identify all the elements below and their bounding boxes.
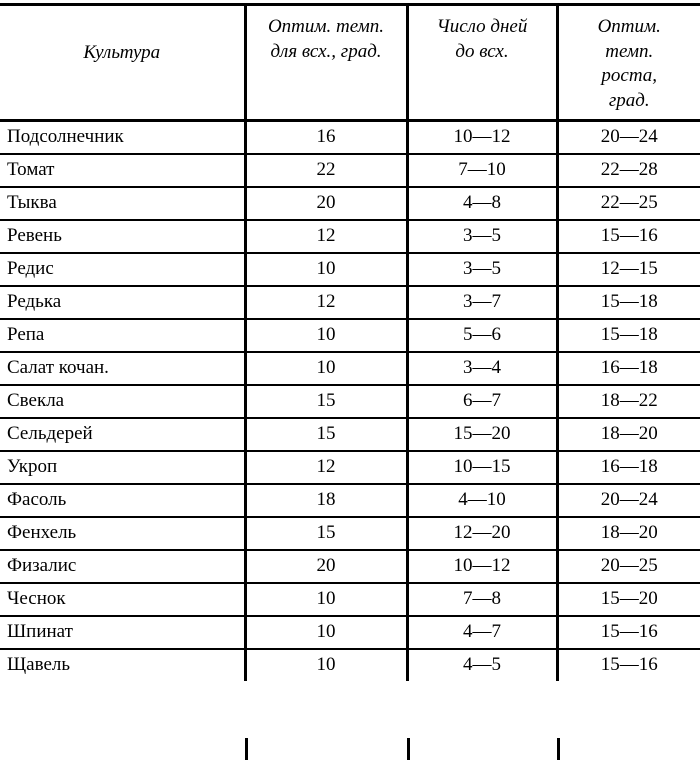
cell-growth-temp: 15—16: [557, 649, 700, 681]
cell-days: 6—7: [407, 385, 557, 418]
column-header-days-line-1: Число дней: [436, 16, 528, 37]
table-row: [0, 220, 700, 253]
cell-days: 7—10: [407, 154, 557, 187]
cell-germ-temp: 20: [245, 550, 407, 583]
column-header-days-to-germination: [407, 6, 557, 120]
cell-germ-temp: 12: [245, 286, 407, 319]
table-row: [0, 451, 700, 484]
cell-germ-temp: 18: [245, 484, 407, 517]
cell-growth-temp: 12—15: [557, 253, 700, 286]
cell-culture: Фенхель: [0, 517, 245, 550]
cell-growth-temp: 15—16: [557, 220, 700, 253]
cell-growth-temp: 22—28: [557, 154, 700, 187]
cell-days: 5—6: [407, 319, 557, 352]
cell-days: 10—12: [407, 550, 557, 583]
table-header: [0, 6, 700, 120]
cell-days: 3—4: [407, 352, 557, 385]
cell-growth-temp: 15—18: [557, 286, 700, 319]
table-row: [0, 154, 700, 187]
table-row: [0, 385, 700, 418]
column-header-growth-temp: [557, 6, 700, 120]
table-row: [0, 286, 700, 319]
cell-growth-temp: 18—20: [557, 418, 700, 451]
cell-culture: Редька: [0, 286, 245, 319]
cell-culture: Физалис: [0, 550, 245, 583]
cell-germ-temp: 12: [245, 220, 407, 253]
column-header-growth-temp-line-2: темп.: [605, 40, 654, 62]
cell-growth-temp: 22—25: [557, 187, 700, 220]
crop-conditions-table: [0, 6, 700, 681]
cell-growth-temp: 15—20: [557, 583, 700, 616]
cell-culture: Сельдерей: [0, 418, 245, 451]
cell-culture: Ревень: [0, 220, 245, 253]
cell-germ-temp: 20: [245, 187, 407, 220]
table-row: [0, 319, 700, 352]
cell-culture: Щавель: [7, 653, 71, 675]
cell-culture: Репа: [0, 319, 245, 352]
cell-germ-temp: 16: [245, 120, 407, 154]
table-row: [0, 187, 700, 220]
table-row: [0, 120, 700, 154]
cell-growth-temp: 18—22: [557, 385, 700, 418]
table-row: [0, 484, 700, 517]
column-header-growth-temp-line-4: град.: [608, 90, 650, 112]
column-header-germination-temp: [245, 6, 407, 120]
column-header-germination-temp-line-1: Оптим. темп.: [267, 16, 385, 37]
cell-days: 4—7: [407, 616, 557, 649]
column-header-growth-temp-line-3: роста,: [601, 65, 658, 87]
cell-germ-temp: 10: [245, 649, 407, 681]
cell-culture: Тыква: [0, 187, 245, 220]
cell-germ-temp: 10: [245, 352, 407, 385]
cell-growth-temp: 20—24: [557, 484, 700, 517]
cell-days: 4—5: [407, 649, 557, 681]
table-row: [0, 418, 700, 451]
cell-days: 12—20: [407, 517, 557, 550]
column-header-culture-line-1: Культура: [83, 41, 161, 63]
vertical-rule-1: [245, 738, 248, 760]
cell-days: 4—8: [407, 187, 557, 220]
cell-growth-temp: 16—18: [557, 352, 700, 385]
cell-growth-temp: 15—18: [557, 319, 700, 352]
cell-days: 3—7: [407, 286, 557, 319]
column-header-days-line-2: до всх.: [455, 40, 509, 62]
cell-culture: Редис: [0, 253, 245, 286]
cell-germ-temp: 15: [245, 418, 407, 451]
table-header-row: [0, 6, 700, 120]
table-row: [0, 583, 700, 616]
cell-growth-temp: 20—25: [557, 550, 700, 583]
vertical-rule-3: [557, 738, 560, 760]
cell-germ-temp: 15: [245, 385, 407, 418]
cell-culture: Фасоль: [0, 484, 245, 517]
table-row: [0, 616, 700, 649]
cell-germ-temp: 10: [245, 583, 407, 616]
cell-culture: Томат: [0, 154, 245, 187]
cell-days: 7—8: [407, 583, 557, 616]
table-row: [0, 550, 700, 583]
cell-growth-temp: 16—18: [557, 451, 700, 484]
column-header-culture: [0, 6, 245, 120]
cell-germ-temp: 10: [245, 616, 407, 649]
cell-culture: Чеснок: [0, 583, 245, 616]
cell-days: 3—5: [407, 253, 557, 286]
table-row: [0, 517, 700, 550]
cell-growth-temp: 15—16: [557, 616, 700, 649]
cell-germ-temp: 15: [245, 517, 407, 550]
table-body: [0, 120, 700, 681]
column-header-germination-temp-line-2: для всх., град.: [270, 40, 382, 62]
cell-days: 10—12: [407, 120, 557, 154]
cell-germ-temp: 12: [245, 451, 407, 484]
cell-culture: Подсолнечник: [0, 120, 245, 154]
cell-growth-temp: 20—24: [557, 120, 700, 154]
table-row: [0, 253, 700, 286]
cell-days: 15—20: [407, 418, 557, 451]
cell-days: 10—15: [407, 451, 557, 484]
table-row: [0, 352, 700, 385]
table-row: [0, 649, 700, 681]
cell-germ-temp: 10: [245, 253, 407, 286]
cell-days: 3—5: [407, 220, 557, 253]
cell-growth-temp: 18—20: [557, 517, 700, 550]
cell-germ-temp: 22: [245, 154, 407, 187]
cell-culture: Укроп: [0, 451, 245, 484]
vertical-rule-2: [407, 738, 410, 760]
cell-culture: Шпинат: [0, 616, 245, 649]
cell-culture: Свекла: [0, 385, 245, 418]
cell-days: 4—10: [407, 484, 557, 517]
table-vertical-rules-tail: [0, 738, 700, 760]
cell-culture: Салат кочан.: [0, 352, 245, 385]
cell-germ-temp: 10: [245, 319, 407, 352]
column-header-growth-temp-line-1: Оптим.: [597, 16, 661, 37]
